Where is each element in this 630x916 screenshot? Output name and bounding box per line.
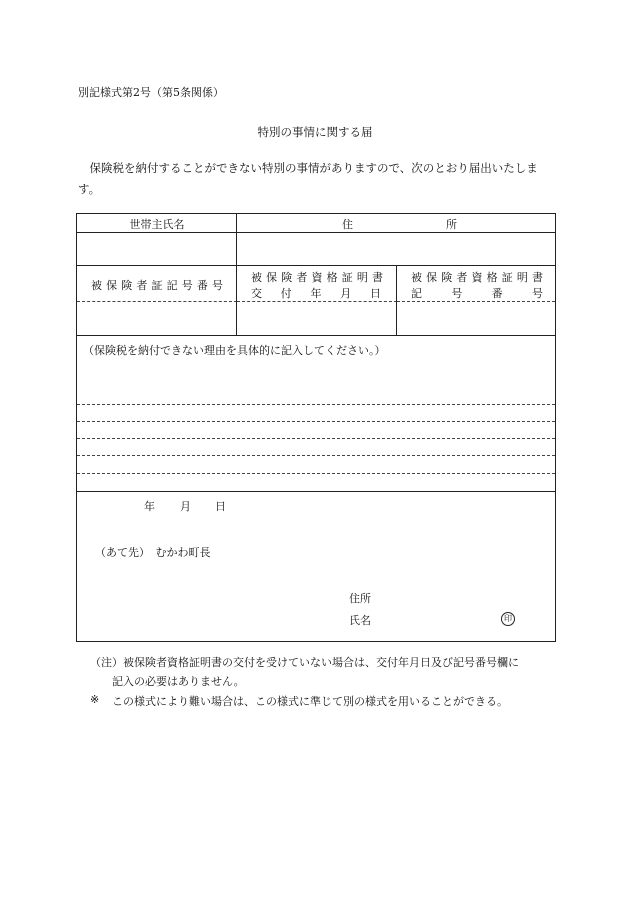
address-header: 住 所: [342, 218, 457, 231]
cert-number-label-line2: 記 号 番 号: [411, 287, 543, 300]
cert-number-label-line1: 被 保 険 者 資 格 証 明 書: [411, 271, 543, 284]
cert-date-field[interactable]: [237, 302, 395, 334]
table-rule: [77, 265, 555, 266]
document-title: 特別の事情に関する届: [257, 125, 373, 139]
address-field[interactable]: [237, 233, 555, 264]
reason-field[interactable]: [77, 359, 555, 489]
note2-text: この様式により難い場合は、この様式に準じて別の様式を用いることができる。: [112, 695, 508, 708]
note2-marker: ※: [90, 693, 100, 706]
addressee: （あて先） むかわ町長: [95, 546, 211, 559]
note-marker: （注）: [90, 656, 123, 669]
date-day-label: 日: [215, 500, 226, 513]
cert-number-field[interactable]: [397, 302, 555, 334]
intro-text: 保険税を納付することができない特別の事情がありますので、次のとおり届出いたします。: [78, 161, 538, 196]
date-year-label: 年: [144, 500, 155, 513]
applicant-address-label: 住所: [349, 592, 371, 605]
table-rule: [77, 335, 555, 336]
cert-date-label-line2: 交 付 年 月 日: [251, 287, 381, 300]
insured-number-field[interactable]: [77, 302, 235, 334]
note-line-1: 被保険者資格証明書の交付を受けていない場合は、交付年月日及び記号番号欄に: [123, 656, 519, 669]
applicant-name-label: 氏名: [349, 614, 371, 627]
table-rule: [77, 491, 555, 492]
cert-date-label-line1: 被 保 険 者 資 格 証 明 書: [251, 271, 383, 284]
notification-form: [76, 213, 556, 642]
seal-icon: 印: [501, 612, 515, 626]
reason-instruction: （保険税を納付できない理由を具体的に記入してください。）: [83, 344, 386, 357]
note-line-2: 記入の必要はありません。: [112, 675, 245, 688]
household-head-name-field[interactable]: [77, 233, 235, 264]
household-head-label: 世帯主氏名: [129, 218, 185, 231]
insured-number-label: 被 保 険 者 証 記 号 番 号: [91, 279, 223, 292]
form-number: 別記様式第2号（第5条関係）: [78, 86, 224, 99]
date-month-label: 月: [180, 500, 191, 513]
